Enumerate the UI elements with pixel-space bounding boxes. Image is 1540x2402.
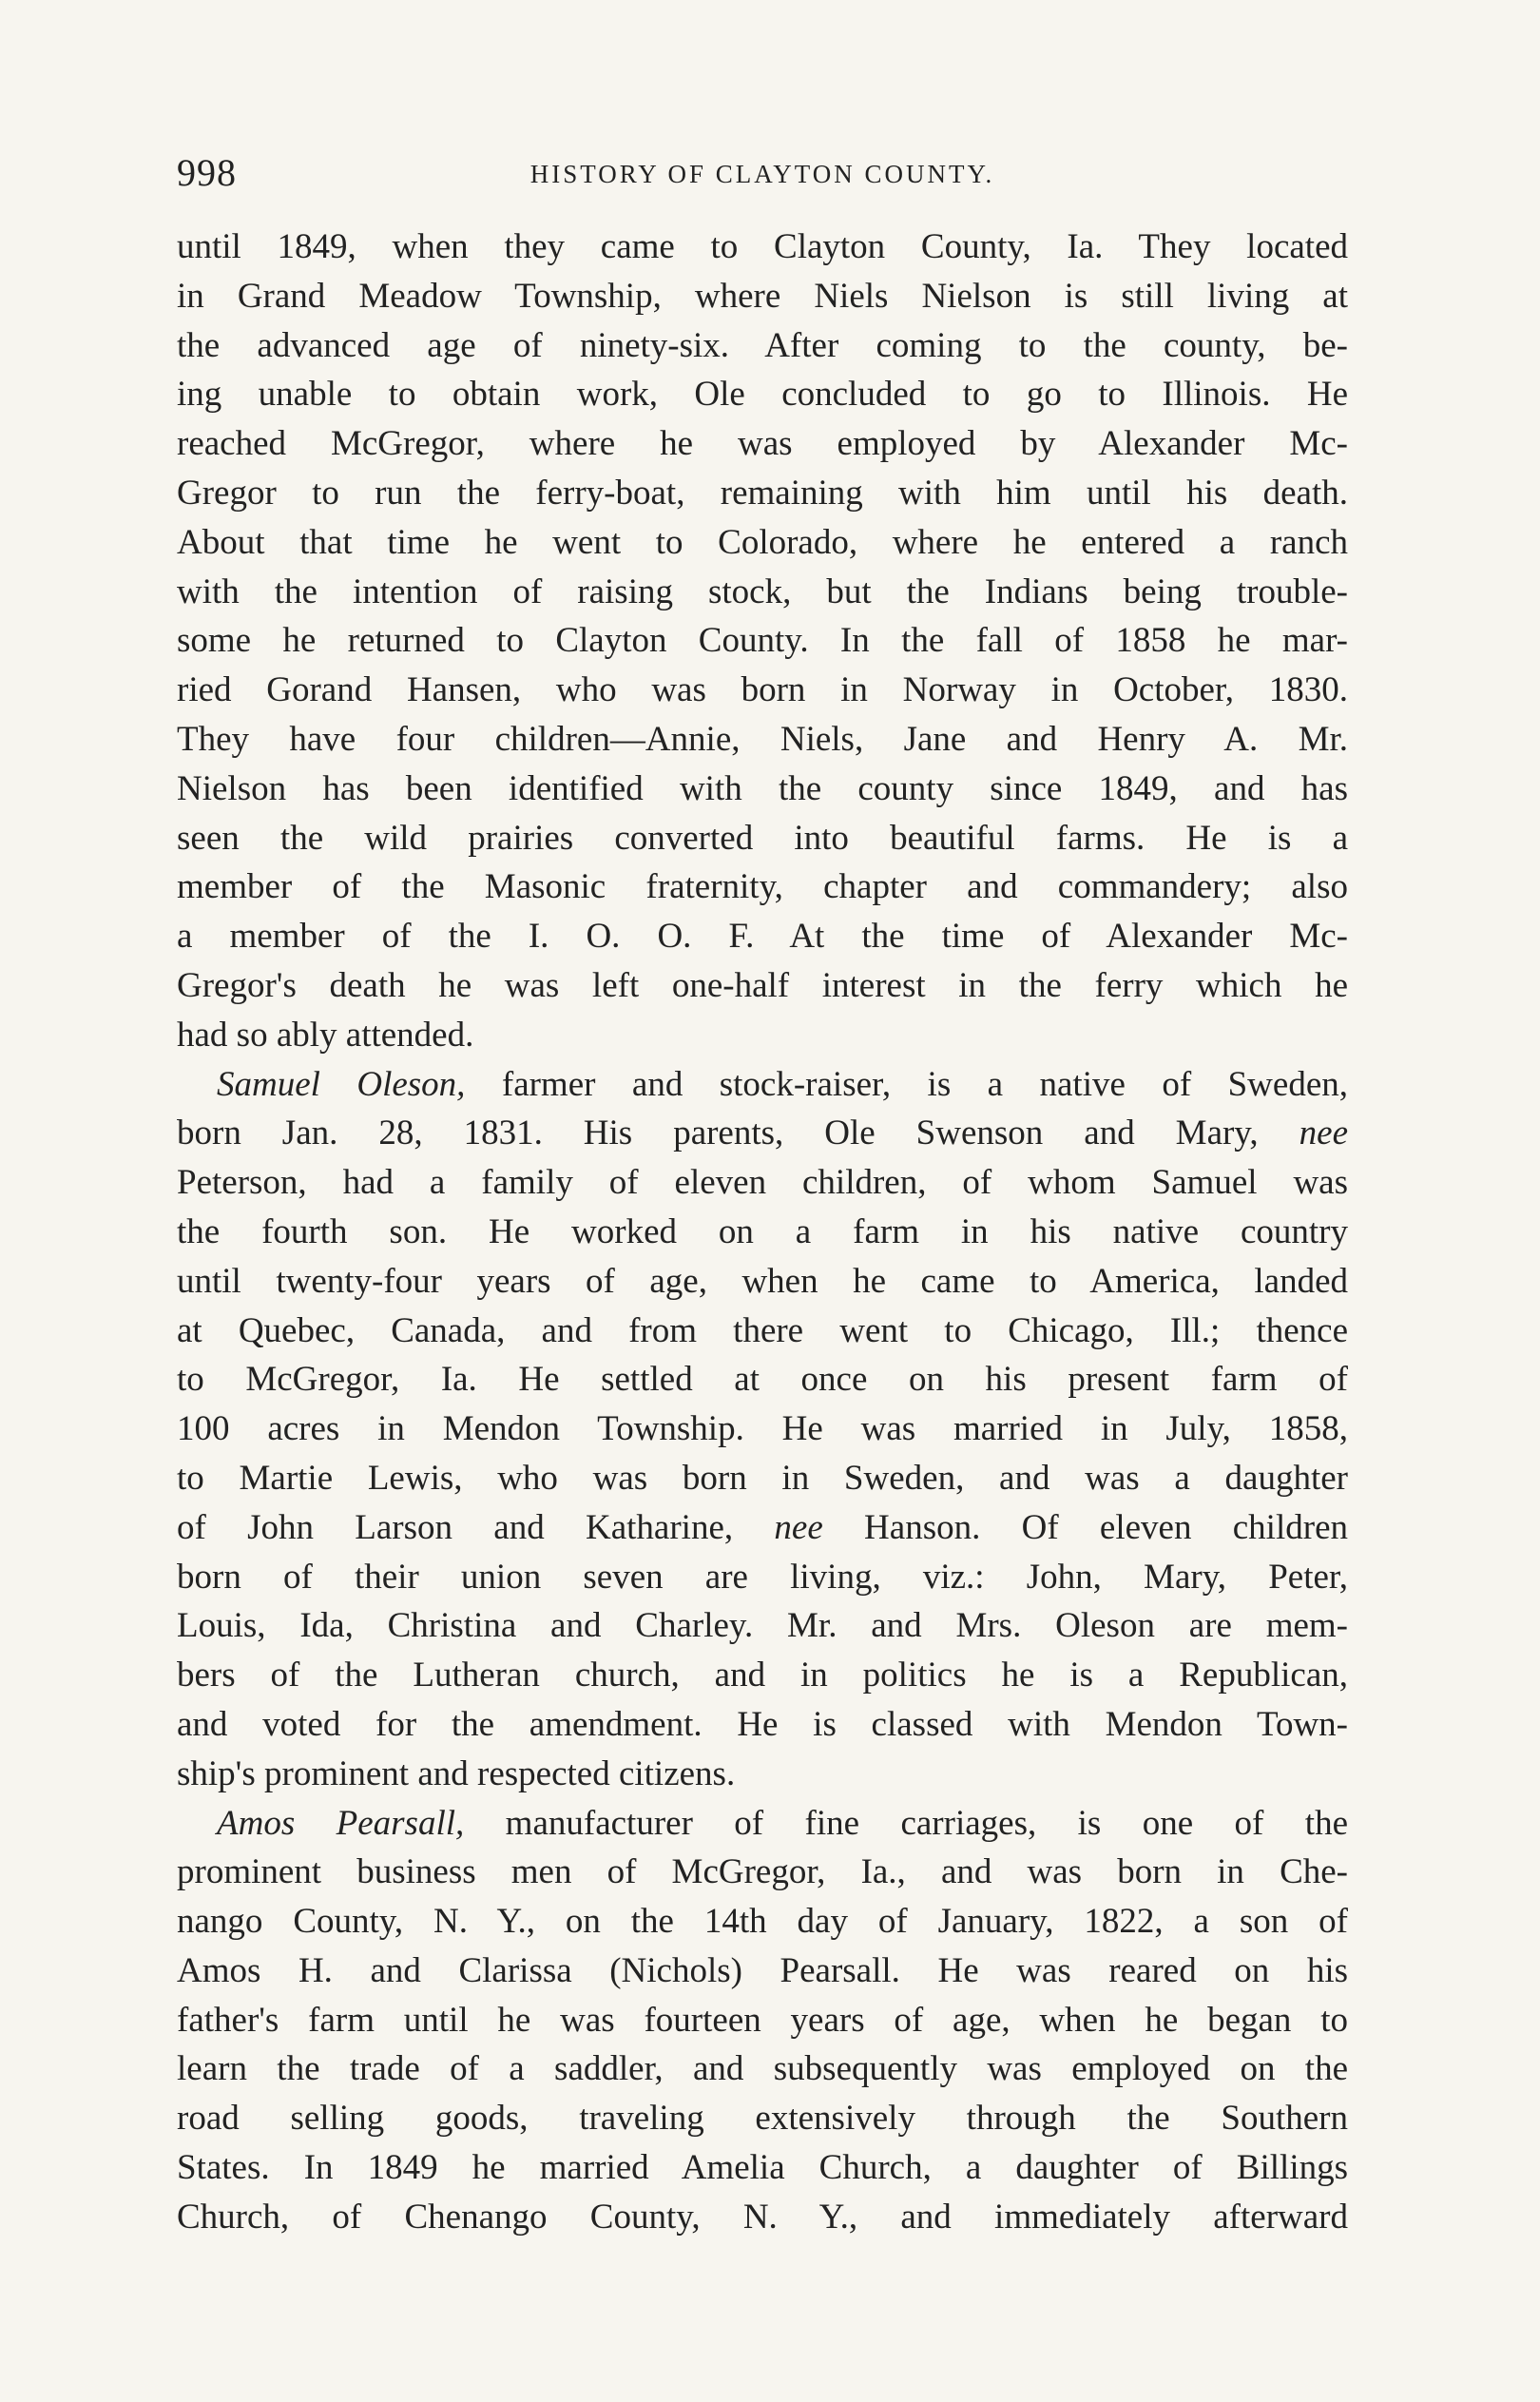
- text-line: Louis, Ida, Christina and Charley. Mr. and Mrs. Oleson are mem-: [177, 1606, 1348, 1646]
- text-line: some he returned to Clayton County. In the fall of 1858 he mar-: [177, 621, 1348, 661]
- text-line: the advanced age of ninety-six. After coming to the county, be-: [177, 325, 1348, 365]
- paragraph-end-line: had so ably attended.: [177, 1015, 474, 1055]
- text-line: ried Gorand Hansen, who was born in Norway in October, 1830.: [177, 670, 1348, 710]
- body-text: [177, 223, 1348, 2242]
- text-line: nango County, N. Y., on the 14th day of January, 1822, a son of: [177, 1902, 1348, 1942]
- person-name: Samuel Oleson,: [217, 1064, 466, 1104]
- text-line: the fourth son. He worked on a farm in his native country: [177, 1211, 1348, 1251]
- text-line: ing unable to obtain work, Ole concluded to go to Illinois. He: [177, 375, 1348, 415]
- person-name: Amos Pearsall,: [217, 1803, 465, 1843]
- text-line: seen the wild prairies converted into beautiful farms. He is a: [177, 818, 1348, 858]
- paragraph-start-line: Amos Pearsall, manufacturer of fine carriages, is one of the: [217, 1803, 1348, 1843]
- text-line: to Martie Lewis, who was born in Sweden, and was a daughter: [177, 1458, 1348, 1498]
- text-line: reached McGregor, where he was employed by Alexander Mc-: [177, 424, 1348, 464]
- text-line: of John Larson and Katharine, nee Hanson. Of eleven children: [177, 1507, 1348, 1547]
- text-line: at Quebec, Canada, and from there went to Chicago, Ill.; thence: [177, 1310, 1348, 1350]
- text-line: They have four children—Annie, Niels, Jane and Henry A. Mr.: [177, 719, 1348, 759]
- text-line: to McGregor, Ia. He settled at once on his present farm of: [177, 1360, 1348, 1400]
- text-line: Amos H. and Clarissa (Nichols) Pearsall. He was reared on his: [177, 1950, 1348, 1990]
- page-number: 998: [177, 151, 237, 194]
- text-line: and voted for the amendment. He is classed with Mendon Town-: [177, 1704, 1348, 1744]
- text-line: Nielson has been identified with the county since 1849, and has: [177, 768, 1348, 808]
- text-line: Gregor to run the ferry-boat, remaining with him until his death.: [177, 473, 1348, 513]
- text-line: until 1849, when they came to Clayton County, Ia. They located: [177, 227, 1348, 266]
- text-line: born of their union seven are living, viz.: John, Mary, Peter,: [177, 1557, 1348, 1597]
- text-line: bers of the Lutheran church, and in politics he is a Republican,: [177, 1656, 1348, 1695]
- text-line: until twenty-four years of age, when he came to America, landed: [177, 1261, 1348, 1301]
- running-title: HISTORY OF CLAYTON COUNTY.: [529, 160, 995, 188]
- text-line: 100 acres in Mendon Township. He was married in July, 1858,: [177, 1409, 1348, 1449]
- text-line: father's farm until he was fourteen years of age, when he began to: [177, 2000, 1348, 2040]
- text-line: Church, of Chenango County, N. Y., and immediately afterward: [177, 2197, 1348, 2237]
- text-line: with the intention of raising stock, but the Indians being trouble-: [177, 571, 1348, 611]
- text-line: in Grand Meadow Township, where Niels Nielson is still living at: [177, 276, 1348, 316]
- text-line: prominent business men of McGregor, Ia., and was born in Che-: [177, 1852, 1348, 1892]
- text-line: States. In 1849 he married Amelia Church, a daughter of Billings: [177, 2148, 1348, 2188]
- text-line: learn the trade of a saddler, and subsequently was employed on the: [177, 2049, 1348, 2089]
- page-header: [177, 152, 1348, 194]
- paragraph-end-line: ship's prominent and respected citizens.: [177, 1753, 736, 1793]
- text-line: road selling goods, traveling extensively through the Southern: [177, 2099, 1348, 2139]
- text-line: Peterson, had a family of eleven children, of whom Samuel was: [177, 1163, 1348, 1203]
- text-line: member of the Masonic fraternity, chapter and commandery; also: [177, 867, 1348, 907]
- paragraph-start-line: Samuel Oleson, farmer and stock-raiser, is a native of Sweden,: [217, 1064, 1348, 1104]
- text-line: Gregor's death he was left one-half interest in the ferry which he: [177, 965, 1348, 1005]
- text-line: a member of the I. O. O. F. At the time of Alexander Mc-: [177, 917, 1348, 957]
- text-line: About that time he went to Colorado, where he entered a ranch: [177, 522, 1348, 562]
- text-line: born Jan. 28, 1831. His parents, Ole Swenson and Mary, nee: [177, 1114, 1348, 1153]
